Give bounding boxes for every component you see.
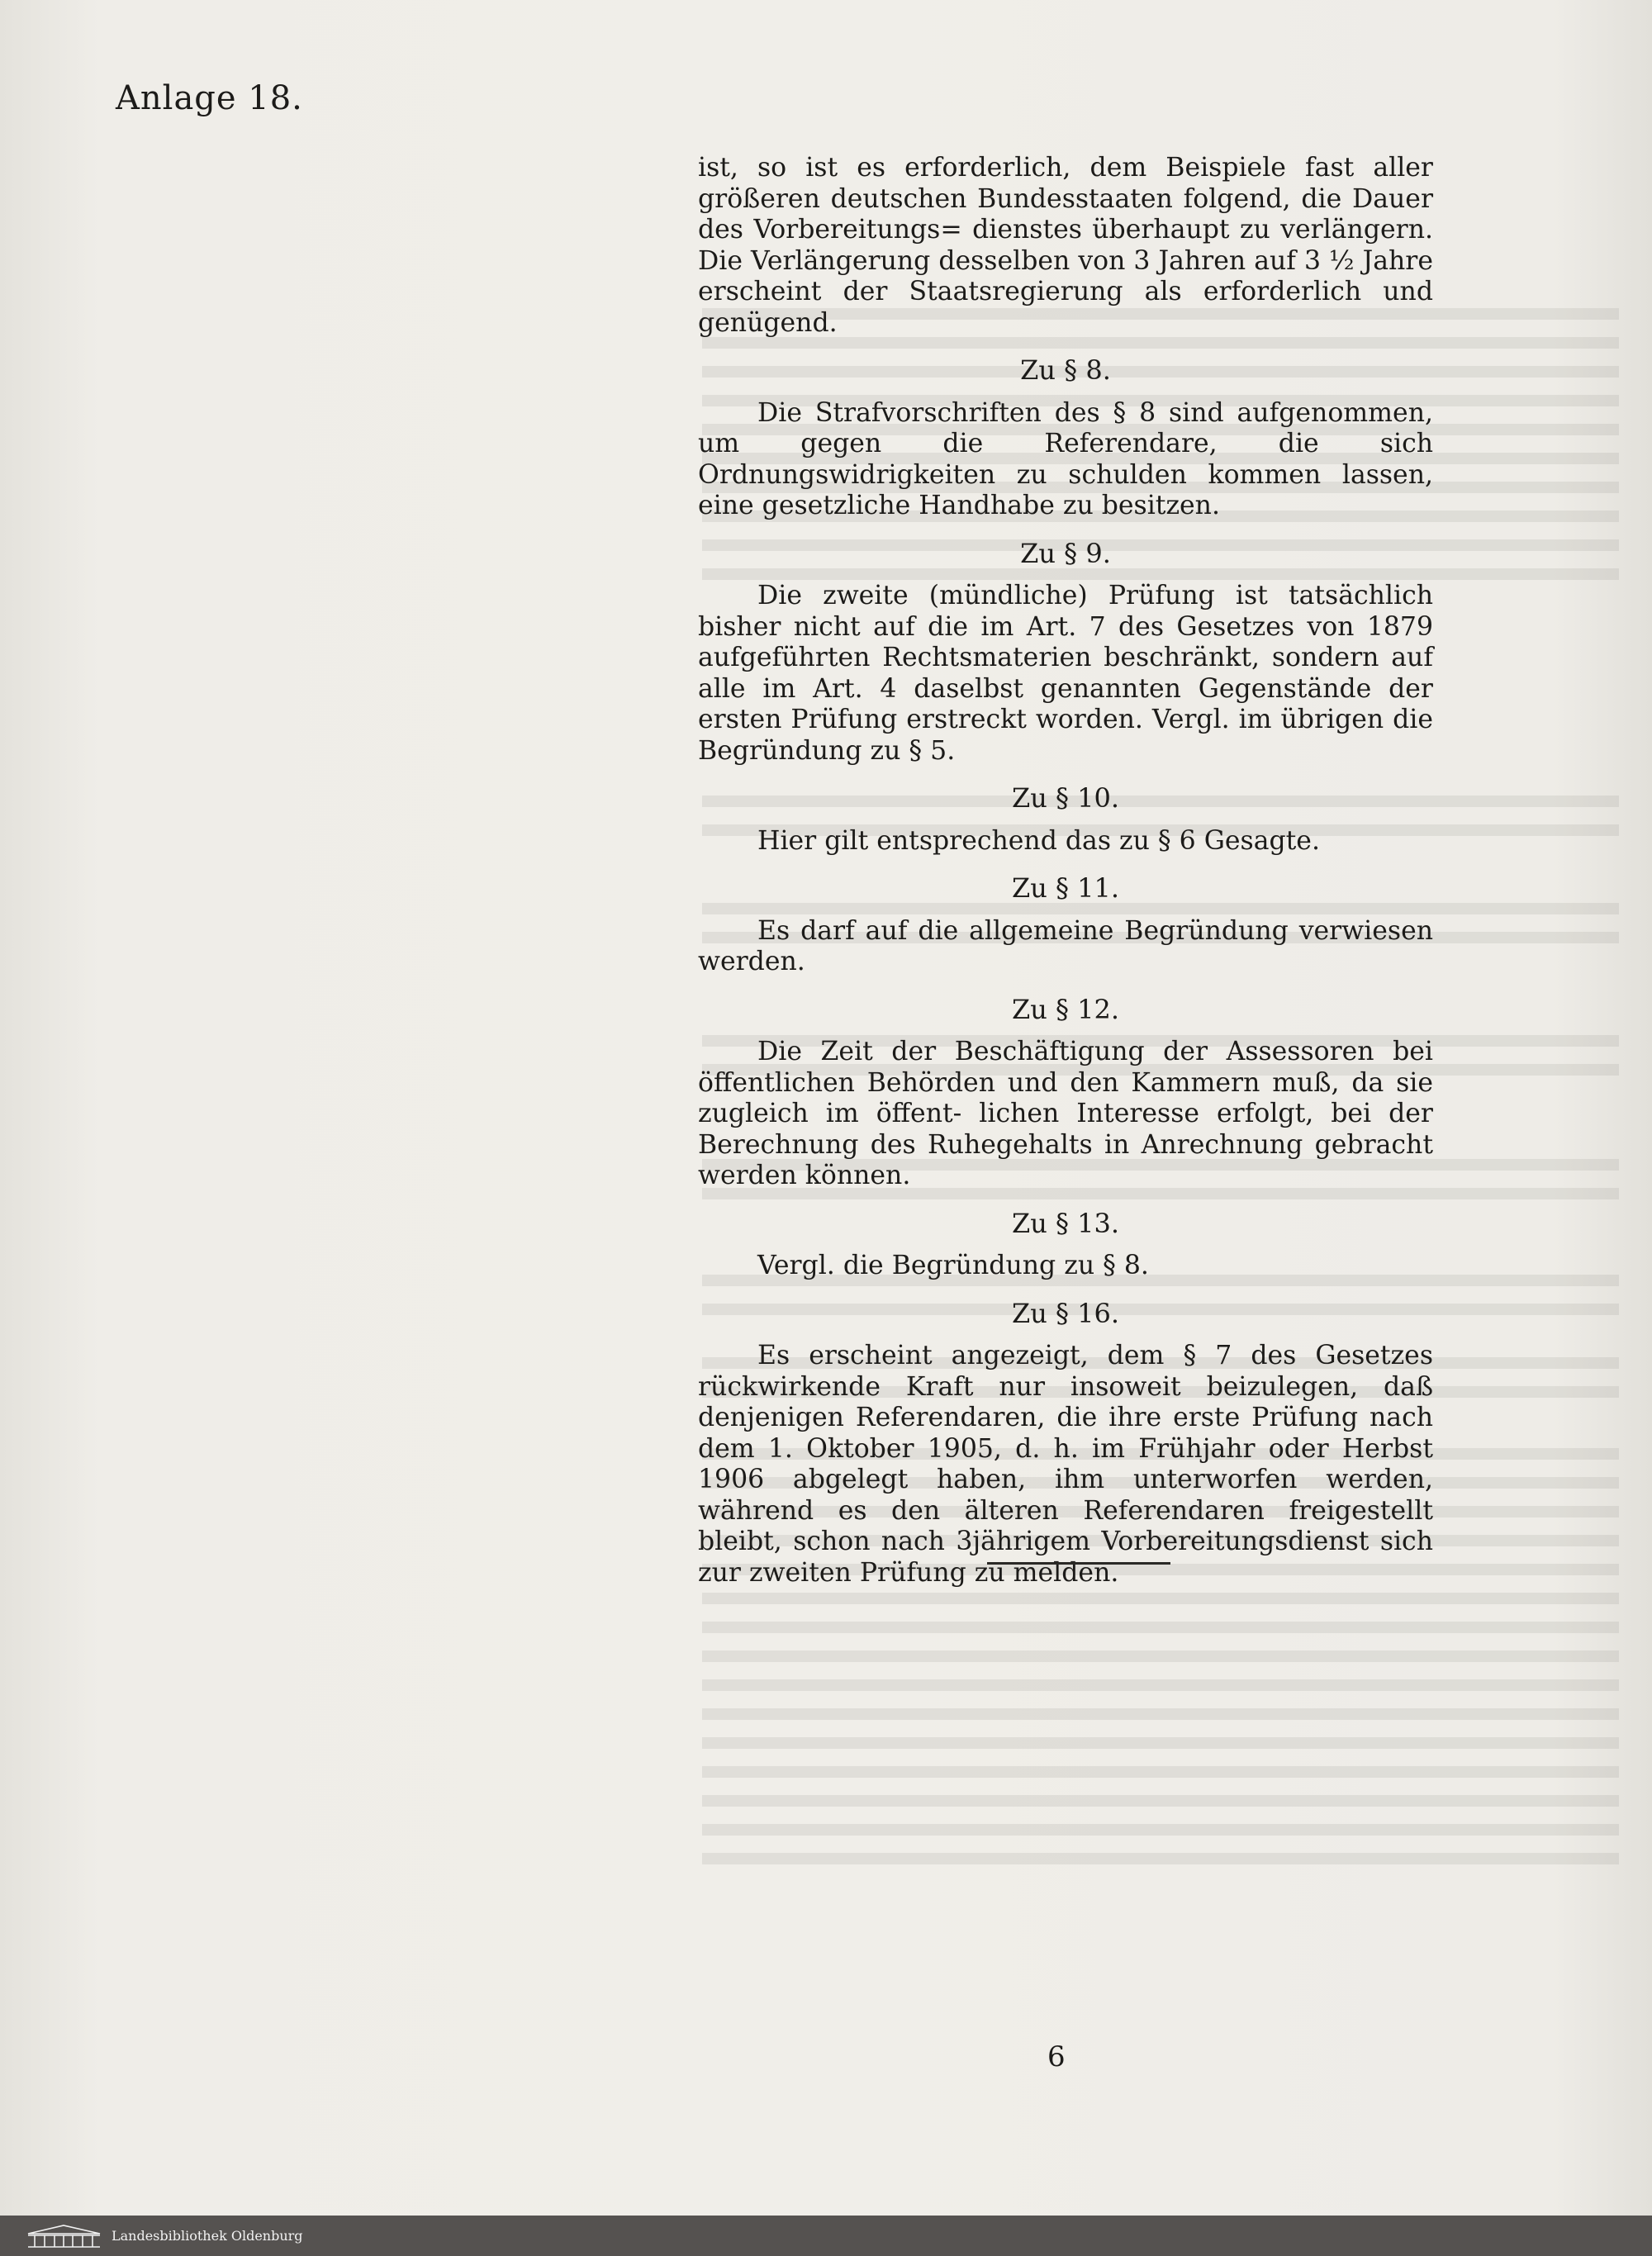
library-building-icon (25, 2224, 103, 2249)
paragraph-section-9: Die zweite (mündliche) Prüfung ist tatsächlich bisher nicht auf die im Art. 7 des Gesetzes von 1879 aufgeführten Rechtsmaterien beschränkt, sondern auf alle im Art. 4 daselbst genannten Gegenstände der ersten Prüfung erstreckt worden. Vergl. im übrigen die Begründung zu § 5. (698, 581, 1433, 766)
page-number: 6 (1047, 2040, 1066, 2073)
library-name: Landesbibliothek Oldenburg (112, 2228, 303, 2244)
paragraph-section-8: Die Strafvorschriften des § 8 sind aufgenommen, um gegen die Referendare, die sich Ordnungswidrigkeiten zu schulden kommen lassen, eine gesetzliche Handhabe zu besitzen. (698, 397, 1433, 520)
section-heading-13: Zu § 13. (1011, 1207, 1120, 1239)
paragraph-section-13: Vergl. die Begründung zu § 8. (757, 1251, 1149, 1280)
annex-label: Anlage 18. (116, 79, 303, 117)
paragraph-intro: ist, so ist es erforderlich, dem Beispiele fast aller größeren deutschen Bundesstaaten folgend, die Dauer des Vorbereitungs= dienstes überhaupt zu verlängern. Die Verlängerung desselben von 3 Jahren auf 3 ½ Jahre erscheint der Staatsregierung als erforderlich und genügend. (698, 153, 1433, 338)
section-heading-10: Zu § 10. (1011, 782, 1120, 814)
paragraph-section-11: Es darf auf die allgemeine Begründung verwiesen werden. (698, 915, 1433, 976)
library-footer-bar (0, 2216, 1652, 2256)
paragraph-section-16: Es erscheint angezeigt, dem § 7 des Gesetzes rückwirkende Kraft nur insoweit beizulegen, daß denjenigen Referendaren, die ihre erste Prüfung nach dem 1. Oktober 1905, d. h. im Frühjahr oder Herbst 1906 abgelegt haben, ihm unterworfen werden, während es den älteren Referendaren freigestellt bleibt, schon nach 3jährigem Vorbereitungsdienst sich zur zweiten Prüfung zu melden. (698, 1341, 1433, 1588)
text-column (698, 153, 1433, 1589)
paragraph-section-10: Hier gilt entsprechend das zu § 6 Gesagte. (757, 825, 1320, 856)
section-heading-12: Zu § 12. (1011, 993, 1120, 1025)
section-heading-16: Zu § 16. (1011, 1297, 1120, 1329)
section-heading-11: Zu § 11. (1011, 872, 1120, 904)
paragraph-section-12: Die Zeit der Beschäftigung der Assessoren bei öffentlichen Behörden und den Kammern muß, da sie zugleich im öffent- lichen Interesse erfolgt, bei der Berechnung des Ruhegehalts in Anrechnung gebracht werden können. (698, 1037, 1433, 1190)
closing-rule (987, 1562, 1170, 1565)
section-heading-9: Zu § 9. (1020, 537, 1111, 569)
section-heading-8: Zu § 8. (1020, 354, 1111, 386)
